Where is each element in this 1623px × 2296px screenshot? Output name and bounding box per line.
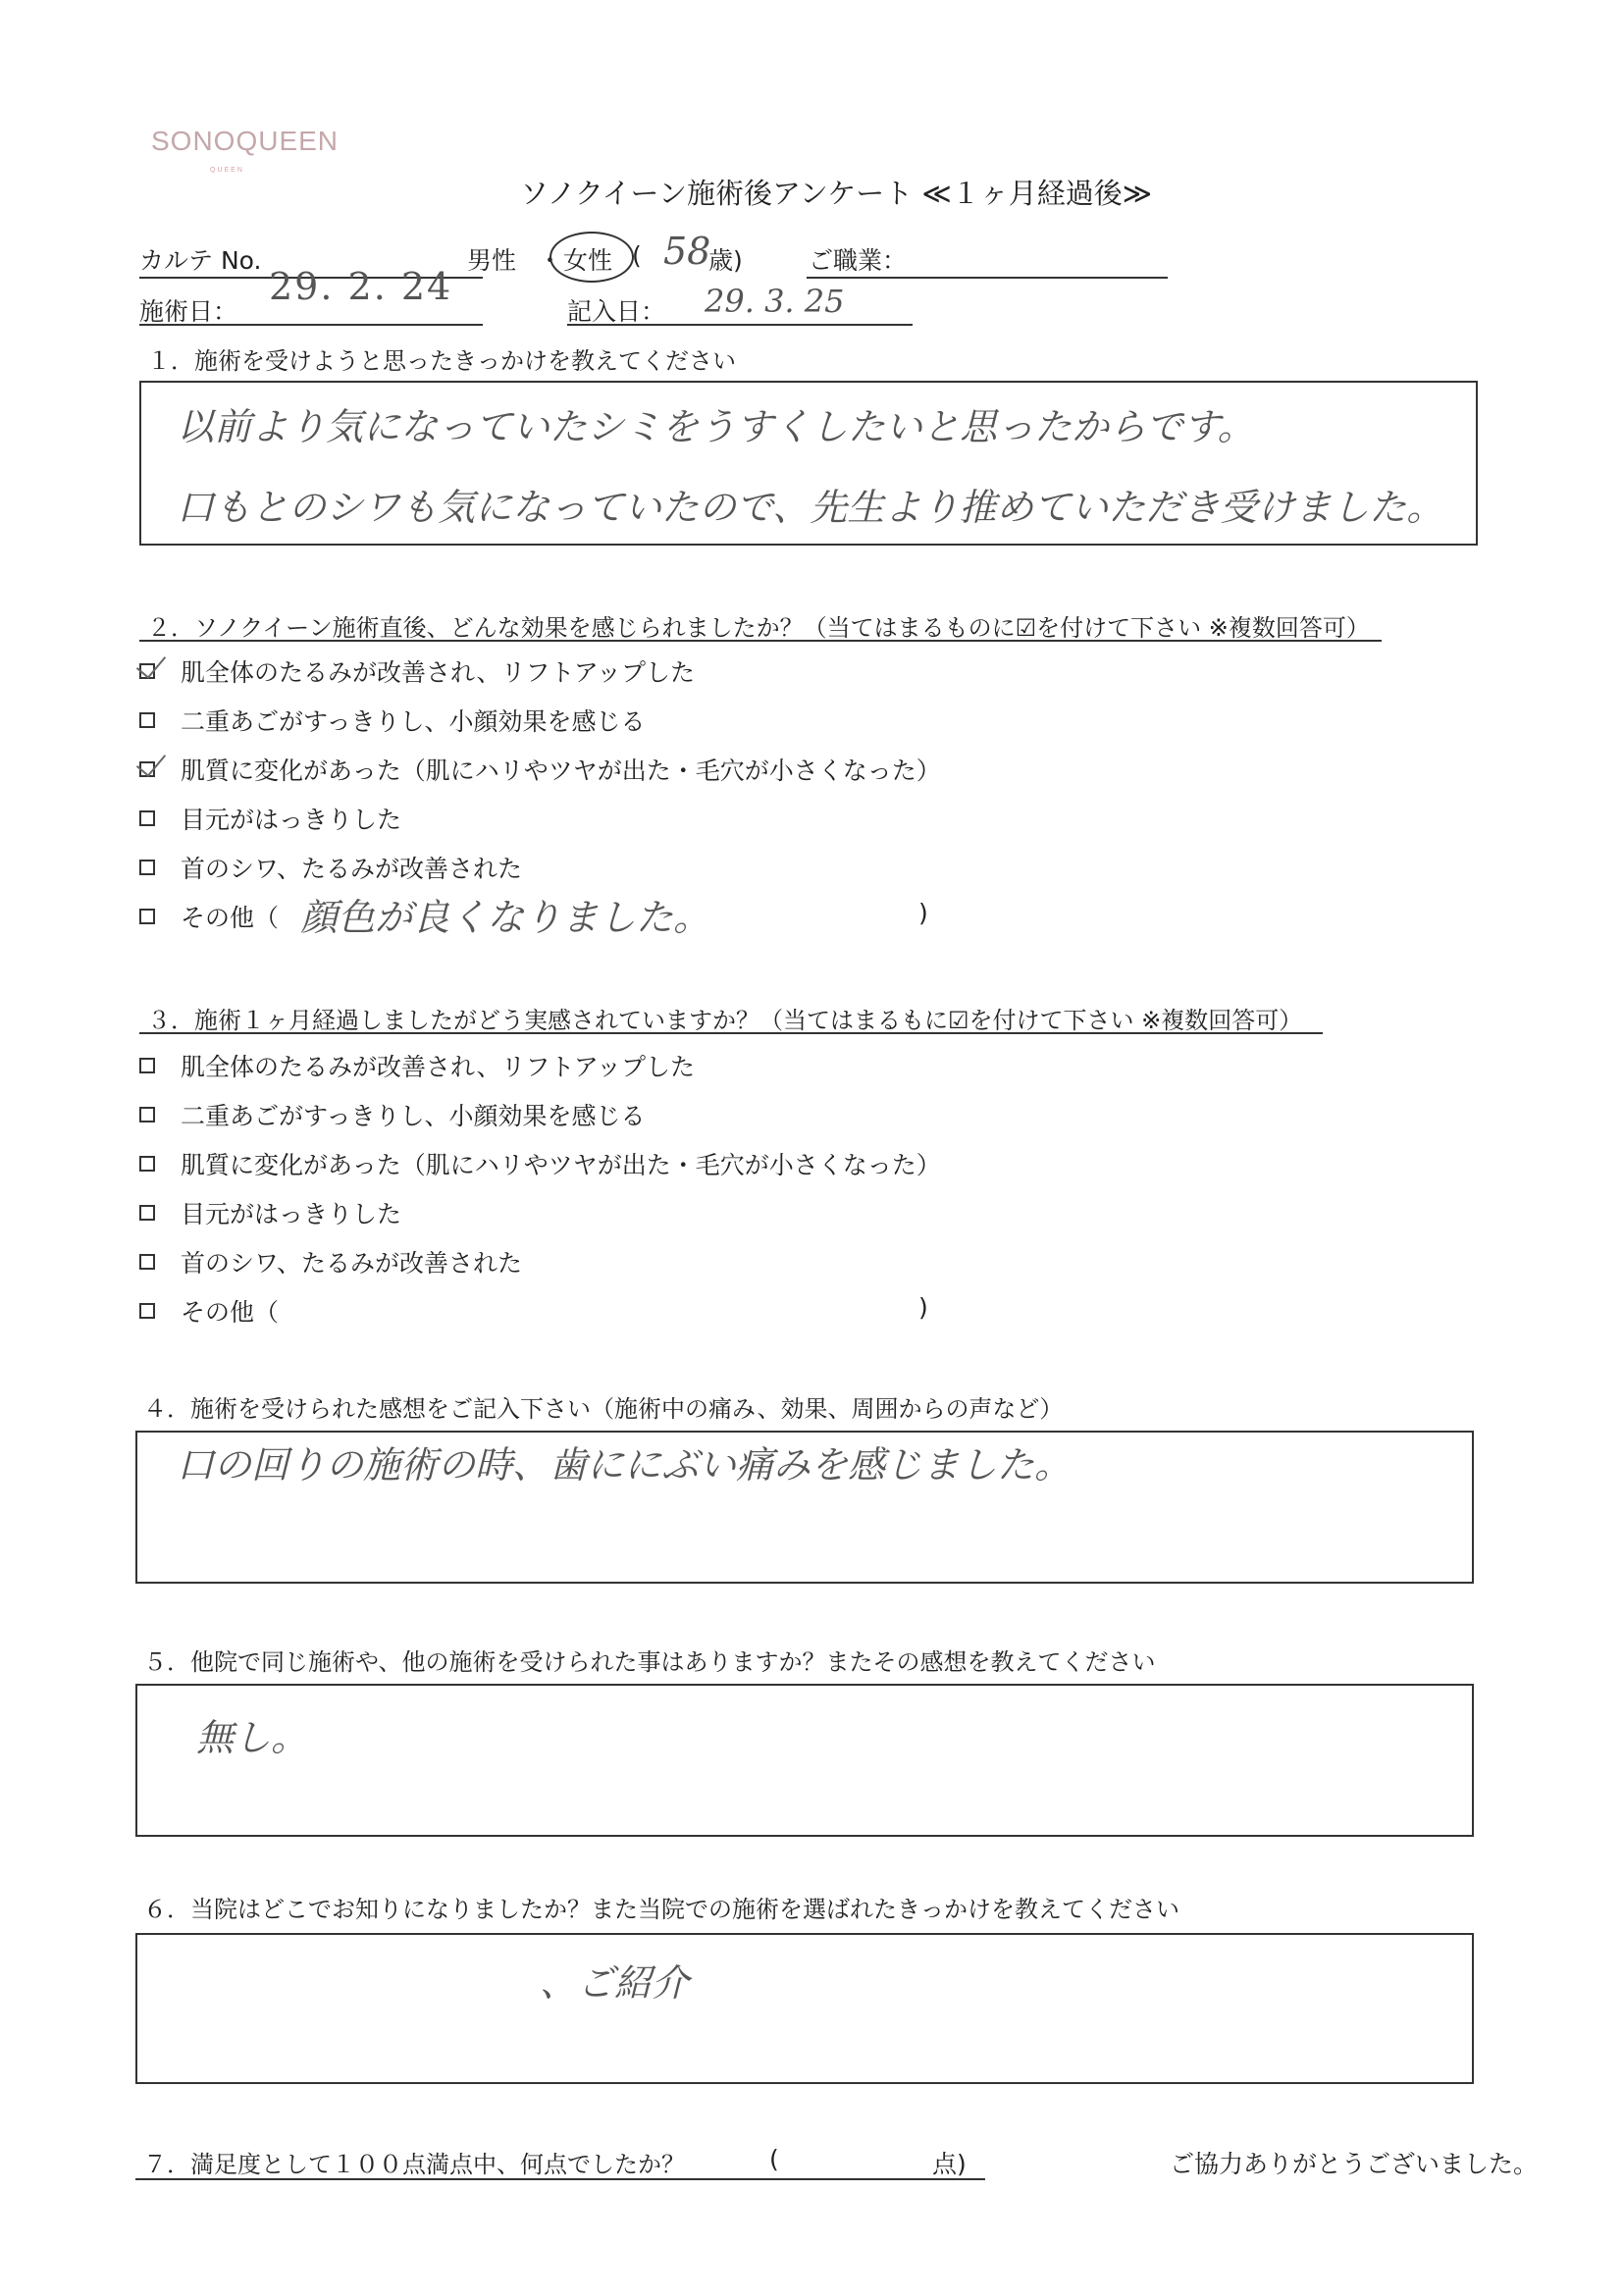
age-open-paren: (: [632, 241, 642, 270]
q2-checkbox-3[interactable]: [139, 761, 155, 777]
q3-option-1-label: 肌全体のたるみが改善され、リフトアップした: [181, 1053, 696, 1081]
karte-no-label: カルテ No.: [139, 246, 262, 275]
q3-option-5[interactable]: [139, 1244, 522, 1279]
q2-checkbox-2[interactable]: [139, 712, 155, 728]
q2-checkbox-1[interactable]: [139, 663, 155, 679]
male-label: 男性: [467, 246, 517, 275]
q1-answer-line1: 以前より気になっていたシミをうすくしたいと思ったからです。: [177, 405, 1255, 448]
entry-date-value: 29. 3. 25: [705, 283, 845, 320]
q2-option-3[interactable]: [139, 752, 941, 787]
q6-answer-box[interactable]: [135, 1933, 1474, 2084]
q4-title: ４．施術を受けられた感想をご記入下さい（施術中の痛み、効果、周囲からの声など）: [143, 1395, 1064, 1423]
q7-close-paren: 点): [932, 2150, 967, 2178]
q2-checkbox-4[interactable]: [139, 810, 155, 826]
job-underline: [807, 277, 1168, 279]
q1-answer-line2: 口もとのシワも気になっていたので、先生より推めていただき受けました。: [177, 486, 1444, 529]
q1-title: １．施術を受けようと思ったきっかけを教えてください: [147, 347, 736, 375]
q4-answer: 口の回りの施術の時、歯ににぶい痛みを感じました。: [177, 1443, 1073, 1487]
q2-option-2-label: 二重あごがすっきりし、小顔効果を感じる: [181, 707, 646, 736]
q2-option-4[interactable]: [139, 801, 401, 836]
q3-option-other-label: その他（: [181, 1298, 280, 1327]
age-value: 58: [663, 230, 711, 273]
q4-answer-box[interactable]: [135, 1431, 1474, 1584]
q2-title: ２．ソノクイーン施術直後、どんな効果を感じられましたか？（当てはまるものに☑を付けて下さい ※複数回答可）: [147, 614, 1370, 642]
q2-checkbox-other[interactable]: [139, 909, 155, 924]
q5-title: ５．他院で同じ施術や、他の施術を受けられた事はありますか？またその感想を教えてください: [143, 1648, 1156, 1676]
q5-answer-box[interactable]: [135, 1684, 1474, 1837]
form-title: ソノクイーン施術後アンケート ≪１ヶ月経過後≫: [520, 177, 1153, 210]
q7-underline: [135, 2178, 985, 2180]
q3-option-2-label: 二重あごがすっきりし、小顔効果を感じる: [181, 1102, 646, 1130]
entry-date-underline: [567, 324, 913, 326]
q3-checkbox-3[interactable]: [139, 1156, 155, 1172]
sonoqueen-logo: [151, 126, 340, 184]
q1-answer-box: [139, 381, 1478, 546]
q7-open-paren: (: [769, 2145, 779, 2173]
q3-option-other[interactable]: [139, 1293, 279, 1329]
q3-option-3[interactable]: [139, 1146, 941, 1181]
logo-subtext: QUEEN: [210, 167, 244, 174]
q3-other-close-paren: ): [918, 1293, 928, 1322]
q3-title-underline: [139, 1032, 1323, 1034]
q2-option-1[interactable]: [139, 653, 695, 689]
female-selected-circle: [550, 232, 634, 283]
q2-checkbox-5[interactable]: [139, 860, 155, 875]
q2-other-answer: 顔色が良くなりました。: [300, 896, 711, 939]
treatment-date-label: 施術日：: [139, 297, 238, 326]
q2-other-close-paren: ): [918, 899, 928, 927]
q3-checkbox-5[interactable]: [139, 1254, 155, 1270]
q2-option-3-label: 肌質に変化があった（肌にハリやツヤが出た・毛穴が小さくなった）: [181, 757, 941, 785]
q2-option-4-label: 目元がはっきりした: [181, 806, 402, 834]
treatment-date-value: 29. 2. 24: [269, 265, 453, 308]
q3-checkbox-1[interactable]: [139, 1058, 155, 1073]
q6-answer: 、ご紹介: [540, 1961, 690, 2005]
logo-text: SONOQUEEN: [151, 126, 340, 156]
q3-option-3-label: 肌質に変化があった（肌にハリやツヤが出た・毛穴が小さくなった）: [181, 1151, 941, 1179]
q2-option-1-label: 肌全体のたるみが改善され、リフトアップした: [181, 658, 696, 687]
q2-option-other[interactable]: [139, 899, 279, 934]
q2-option-other-label: その他（: [181, 904, 280, 932]
q3-checkbox-4[interactable]: [139, 1205, 155, 1221]
entry-date-label: 記入日：: [567, 297, 666, 326]
q3-option-5-label: 首のシワ、たるみが改善された: [181, 1249, 523, 1278]
q2-title-underline: [139, 640, 1382, 642]
q3-title: ３．施術１ヶ月経過しましたがどう実感されていますか？（当てはまるもに☑を付けて下さい ※複数回答可）: [147, 1007, 1303, 1034]
thanks-message: ご協力ありがとうございました。: [1170, 2150, 1539, 2178]
q6-title: ６．当院はどこでお知りになりましたか？また当院での施術を選ばれたきっかけを教えてください: [143, 1896, 1179, 1923]
q2-option-2[interactable]: [139, 703, 646, 738]
q7-title: ７．満足度として１００点満点中、何点でしたか？: [143, 2151, 685, 2178]
gender-separator: ・: [538, 246, 563, 275]
treatment-date-underline: [139, 324, 483, 326]
q3-checkbox-2[interactable]: [139, 1107, 155, 1122]
female-label: 女性: [563, 246, 613, 275]
q3-option-2[interactable]: [139, 1097, 646, 1132]
q3-option-4[interactable]: [139, 1195, 401, 1230]
q3-option-1[interactable]: [139, 1048, 695, 1083]
age-unit: 歳): [708, 246, 743, 275]
q2-option-5-label: 首のシワ、たるみが改善された: [181, 855, 523, 883]
q5-answer: 無し。: [196, 1716, 309, 1759]
q3-checkbox-other[interactable]: [139, 1303, 155, 1319]
job-label: ご職業：: [809, 246, 908, 275]
q3-option-4-label: 目元がはっきりした: [181, 1200, 402, 1228]
q2-option-5[interactable]: [139, 850, 522, 885]
